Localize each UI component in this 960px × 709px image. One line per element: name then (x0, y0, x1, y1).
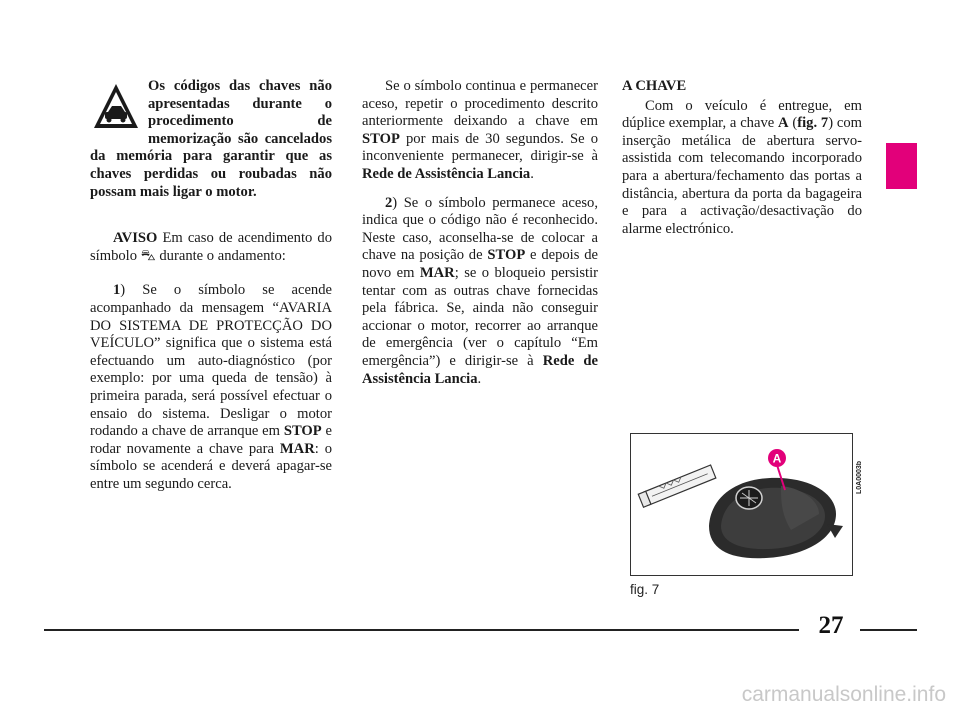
footer-divider-left (44, 629, 799, 631)
footer-divider-right (860, 629, 917, 631)
step-1-paragraph: 1) Se o símbolo se acende acompanhado da mensagem “AVARIA DO SISTEMA DE PROTECÇÃO DO VEÍCULO” significa que o sistema está efectuando um auto-diagnóstico (por exemplo: por uma queda de tensão) à primeira parada, será possível efectuar o ensaio do sistema. Desligar o motor rodando a chave de arranque em STOP e rodar novamente a chave para MAR: o símbolo se acenderá e deverá apagar-se entre um segundo cerca. (90, 282, 332, 492)
warning-text: Os códigos das chaves não apresentadas durante o procedimento de memorização são cancelados da memória para garantir que as chaves perdidas ou roubadas não possam mais ligar o motor. (90, 78, 332, 200)
section-tab-marker (886, 143, 917, 189)
paragraph-retry: Se o símbolo continua e permanecer aceso, repetir o procedimento descrito anteriormente deixando a chave em STOP por mais de 30 segundos. Se o inconveniente permanecer, dirigir-se à Rede de Assistência Lancia. (362, 78, 598, 182)
figure-code: L0A0003b (856, 460, 863, 494)
page-number: 27 (818, 612, 844, 639)
warning-triangle-icon (90, 78, 142, 132)
key-figure (630, 433, 853, 576)
figure-reference-link: fig. 7 (797, 115, 829, 132)
column-middle (362, 78, 598, 388)
step-2-paragraph: 2) Se o símbolo permanece aceso, indica que o código não é reconhecido. Neste caso, aconselha-se de colocar a chave na posição de STOP e depois de novo em MAR; se o bloqueio persistir tentar com as outras chave fornecidas pela fábrica. Se, ainda não conseguir accionar o motor, recorrer ao arranque de emergência (ver o capítulo “Em emergência”) e dirigir-se à Rede de Assistência Lancia. (362, 194, 598, 387)
figure-caption: fig. 7 (630, 582, 660, 597)
aviso-label: AVISO (113, 230, 158, 247)
remote-key-illustration (631, 434, 853, 576)
callout-label-a: A (772, 451, 782, 466)
watermark: carmanualsonline.info (741, 683, 946, 706)
column-left (90, 78, 332, 493)
warning-block (90, 78, 332, 201)
section-heading: A CHAVE (622, 78, 687, 94)
aviso-paragraph: AVISO Em caso de acendimento do símbolo ⛍ durante o andamento: (90, 230, 332, 264)
immobilizer-symbol-icon: ⛍ (140, 247, 156, 264)
column-right (622, 78, 862, 238)
key-paragraph: Com o veículo é entregue, em dúplice exemplar, a chave A (fig. 7) com inserção metálica de abertura servo-assistida com telecomando incorporado para a abertura/fechamento das portas a distância, abertura da porta da bagageira e para a activação/desactivação do alarme electrónico. (622, 97, 862, 237)
